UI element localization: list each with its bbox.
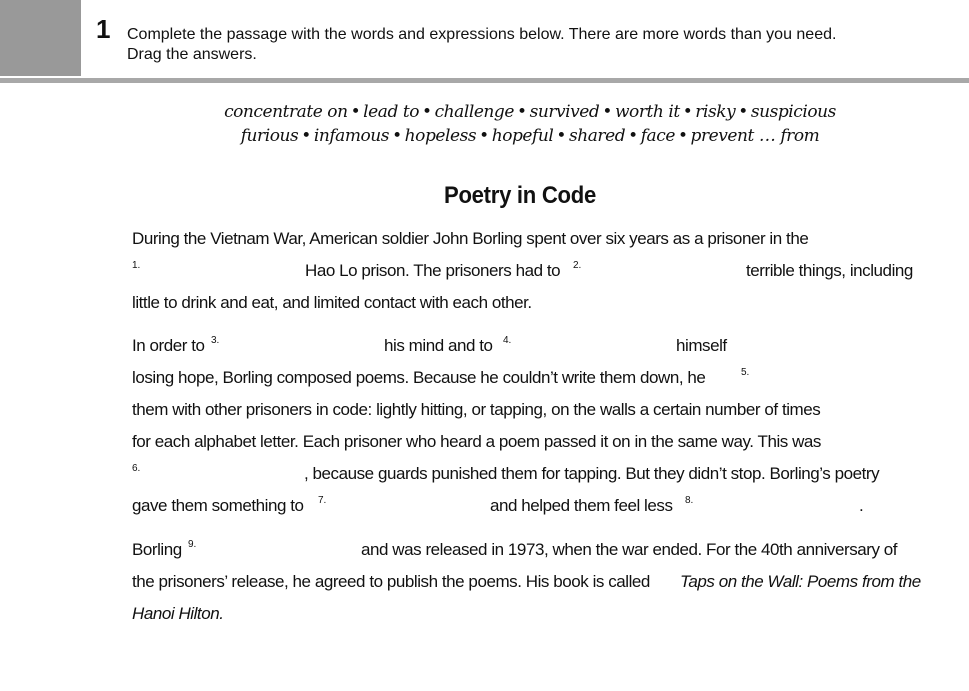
separator-dot: • (682, 102, 693, 122)
instruction-line: Complete the passage with the words and expressions below. There are more words than you need. (127, 26, 837, 43)
word-option-suspicious[interactable]: suspicious (750, 102, 836, 122)
word-option-hopeful[interactable]: hopeful (491, 126, 554, 146)
word-option-concentrate-on[interactable]: concentrate on (224, 102, 348, 122)
separator-dot: • (301, 126, 311, 146)
passage-text: himself (676, 336, 727, 355)
separator-dot: • (479, 126, 489, 146)
passage-text: the prisoners’ release, he agreed to publish the poems. His book is called (132, 572, 650, 591)
word-option-face[interactable]: face (640, 126, 675, 146)
separator-dot: • (556, 126, 566, 146)
passage-text: and helped them feel less (490, 496, 673, 515)
answer-gap-4[interactable] (517, 336, 671, 356)
answer-gap-5[interactable] (756, 368, 926, 388)
gap-number-2: 2. (573, 260, 582, 271)
word-bank (150, 100, 910, 148)
answer-gap-1[interactable] (146, 261, 302, 281)
passage-line (132, 430, 932, 454)
gap-number-6: 6. (132, 463, 141, 474)
separator-dot: • (677, 126, 688, 146)
word-option-lead-to[interactable]: lead to (363, 102, 420, 122)
gap-number-7: 7. (318, 495, 327, 506)
passage-text: for each alphabet letter. Each prisoner who heard a poem passed it on in the same way. This was (132, 432, 821, 451)
passage-line (132, 570, 942, 594)
passage-text: gave them something to (132, 496, 304, 515)
separator-dot: • (350, 102, 361, 122)
instruction-line: Drag the answers. (127, 46, 257, 63)
passage-text: Hao Lo prison. The prisoners had to (305, 261, 561, 280)
passage-title: Poetry in Code (444, 182, 596, 209)
passage-text: During the Vietnam War, American soldier John Borling spent over six years as a prisoner in the (132, 229, 809, 248)
answer-gap-2[interactable] (587, 261, 741, 281)
passage-line (132, 366, 932, 390)
word-option-furious[interactable]: furious (240, 126, 299, 146)
word-option-worth-it[interactable]: worth it (614, 102, 680, 122)
passage-text: little to drink and eat, and limited contact with each other. (132, 293, 532, 312)
gap-number-4: 4. (503, 335, 512, 346)
separator-dot: • (516, 102, 527, 122)
answer-gap-7[interactable] (332, 496, 486, 516)
word-option-survived[interactable]: survived (529, 102, 600, 122)
passage-text: , because guards punished them for tapping. But they didn’t stop. Borling’s poetry (304, 464, 880, 483)
gap-number-8: 8. (685, 495, 694, 506)
passage-text: terrible things, including (746, 261, 913, 280)
passage-text: and was released in 1973, when the war ended. For the 40th anniversary of (361, 540, 898, 559)
separator-dot: • (422, 102, 432, 122)
passage-line (132, 227, 912, 251)
word-option-hopeless[interactable]: hopeless (404, 126, 477, 146)
passage-line (132, 334, 772, 358)
passage-line (132, 462, 932, 486)
gap-number-1: 1. (132, 260, 141, 271)
word-bank-row (150, 100, 910, 124)
gap-number-9: 9. (188, 539, 197, 550)
word-bank-row (150, 124, 910, 148)
word-option-shared[interactable]: shared (568, 126, 626, 146)
passage-line (132, 259, 932, 283)
answer-gap-9[interactable] (202, 540, 356, 560)
answer-gap-8[interactable] (699, 496, 855, 516)
gap-number-5: 5. (741, 367, 750, 378)
passage-text: his mind and to (384, 336, 493, 355)
exercise-number: 1 (96, 14, 111, 44)
passage-line (132, 494, 872, 518)
passage-line (132, 602, 432, 626)
exercise-instructions (127, 25, 947, 65)
word-option-risky[interactable]: risky (695, 102, 736, 122)
gap-number-3: 3. (211, 335, 220, 346)
passage-line (132, 538, 932, 562)
answer-gap-6[interactable] (146, 464, 300, 484)
answer-gap-3[interactable] (225, 336, 379, 356)
passage-text: them with other prisoners in code: lightly hitting, or tapping, on the walls a certain number of times (132, 400, 821, 419)
passage-line (132, 398, 932, 422)
book-title: Hanoi Hilton. (132, 604, 224, 623)
passage-text: Borling (132, 540, 182, 559)
word-option-prevent-from[interactable]: prevent … from (690, 126, 820, 146)
separator-dot: • (602, 102, 612, 122)
separator-dot: • (392, 126, 402, 146)
passage-text: losing hope, Borling composed poems. Because he couldn’t write them down, he (132, 368, 706, 387)
separator-dot: • (628, 126, 638, 146)
book-title: Taps on the Wall: Poems from the (680, 572, 921, 591)
header-divider (0, 78, 969, 83)
word-option-challenge[interactable]: challenge (434, 102, 514, 122)
exercise-header (0, 0, 969, 82)
separator-dot: • (738, 102, 748, 122)
header-corner-block (0, 0, 81, 76)
passage-text: . (859, 496, 864, 515)
passage-line (132, 291, 732, 315)
word-option-infamous[interactable]: infamous (313, 126, 390, 146)
passage-text: In order to (132, 336, 205, 355)
